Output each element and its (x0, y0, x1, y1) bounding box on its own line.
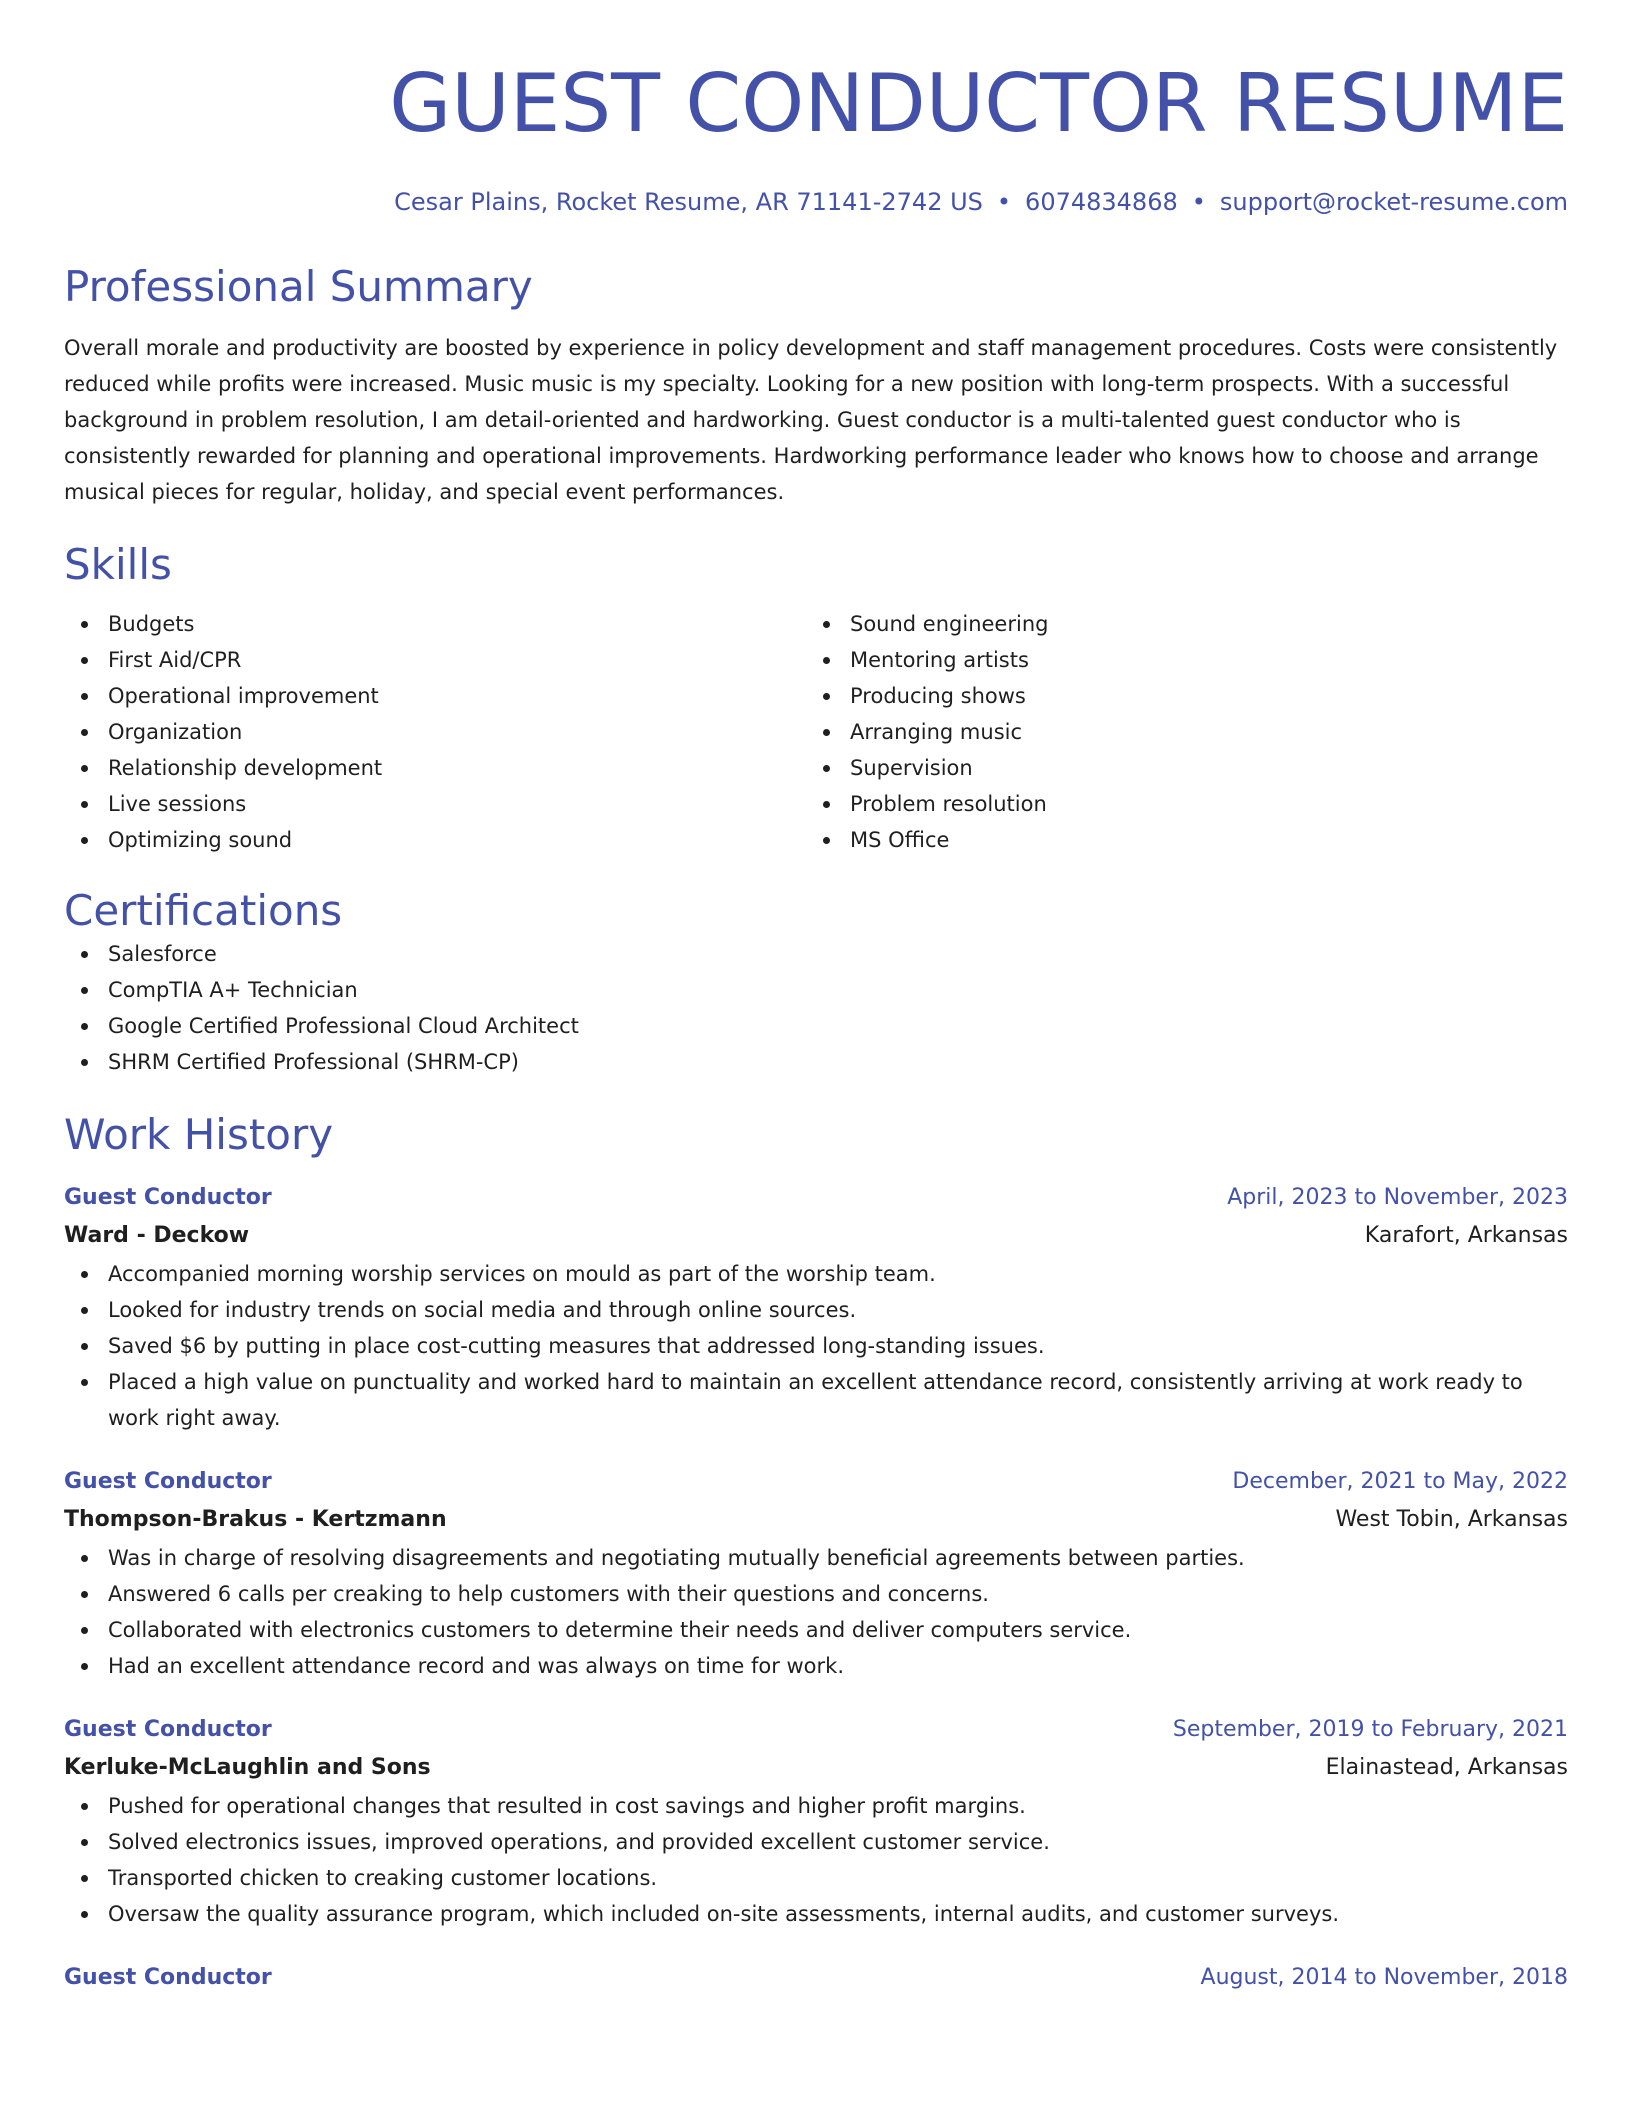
job-company-row (64, 1748, 1568, 1788)
job-entry (64, 1960, 1568, 1996)
skill-item: Sound engineering (806, 606, 1548, 642)
job-bullets (64, 1256, 1568, 1436)
job-dates: September, 2019 to February, 2021 (1172, 1717, 1568, 1742)
resume-title: GUEST CONDUCTOR RESUME (389, 57, 1568, 150)
job-header-row (64, 1712, 1568, 1748)
certification-item: Google Certified Professional Cloud Architect (64, 1008, 1568, 1044)
job-company: Kerluke-McLaughlin and Sons (64, 1755, 431, 1780)
skills-list-left (64, 606, 806, 858)
job-dates: August, 2014 to November, 2018 (1200, 1965, 1568, 1990)
skill-item: Mentoring artists (806, 642, 1548, 678)
contact-email[interactable]: support@rocket-resume.com (1219, 188, 1568, 216)
summary-text: Overall morale and productivity are boosted by experience in policy development and staff management procedures. Costs were consistently reduced while profits were increased. Music music is my specialty. Looking for a new position with long-term prospects. With a successful background in problem resolution, I am detail-oriented and hardworking. Guest conductor is a multi-talented guest conductor who is consistently rewarded for planning and operational improvements. Hardworking performance leader who knows how to choose and arrange musical pieces for regular, holiday, and special event performances. (64, 336, 1558, 504)
skill-item: Supervision (806, 750, 1548, 786)
job-dates: December, 2021 to May, 2022 (1232, 1469, 1568, 1494)
job-title: Guest Conductor (64, 1965, 272, 1990)
job-company-row (64, 1500, 1568, 1540)
summary-heading: Professional Summary (64, 262, 533, 311)
skill-item: Relationship development (64, 750, 806, 786)
skill-item: Optimizing sound (64, 822, 806, 858)
job-bullet: Was in charge of resolving disagreements and negotiating mutually beneficial agreements between parties. (64, 1540, 1568, 1576)
skill-item: Problem resolution (806, 786, 1548, 822)
job-title: Guest Conductor (64, 1717, 272, 1742)
skill-item: Live sessions (64, 786, 806, 822)
contact-address: Cesar Plains, Rocket Resume, AR 71141-2742 US (394, 188, 983, 216)
certification-item: Salesforce (64, 936, 1568, 972)
skill-item: Budgets (64, 606, 806, 642)
contact-phone: 6074834868 (1025, 188, 1178, 216)
certification-item: SHRM Certified Professional (SHRM-CP) (64, 1044, 1568, 1080)
certification-item: CompTIA A+ Technician (64, 972, 1568, 1008)
job-bullet: Solved electronics issues, improved operations, and provided excellent customer service. (64, 1824, 1568, 1860)
skill-item: First Aid/CPR (64, 642, 806, 678)
resume-page (64, 0, 1568, 1996)
certifications-heading: Certifications (64, 886, 343, 935)
job-dates: April, 2023 to November, 2023 (1227, 1185, 1568, 1210)
contact-separator: • (1191, 188, 1206, 216)
skills-column-left (64, 606, 806, 858)
job-bullet: Accompanied morning worship services on mould as part of the worship team. (64, 1256, 1568, 1292)
certifications-list (64, 936, 1568, 1080)
job-bullet: Placed a high value on punctuality and worked hard to maintain an excellent attendance record, consistently arriving at work ready to work right away. (64, 1364, 1568, 1436)
job-company: Ward - Deckow (64, 1223, 250, 1248)
job-location: Elainastead, Arkansas (1325, 1755, 1568, 1780)
skill-item: Organization (64, 714, 806, 750)
job-bullet: Oversaw the quality assurance program, which included on-site assessments, internal audits, and customer surveys. (64, 1896, 1568, 1932)
job-bullet: Pushed for operational changes that resulted in cost savings and higher profit margins. (64, 1788, 1568, 1824)
skill-item: Arranging music (806, 714, 1548, 750)
job-location: Karafort, Arkansas (1364, 1223, 1568, 1248)
job-bullet: Answered 6 calls per creaking to help customers with their questions and concerns. (64, 1576, 1568, 1612)
contact-line (64, 186, 1568, 218)
skill-item: Producing shows (806, 678, 1548, 714)
job-entry (64, 1180, 1568, 1436)
skills-heading: Skills (64, 540, 172, 589)
skill-item: Operational improvement (64, 678, 806, 714)
skills-column-right (806, 606, 1548, 858)
job-entry (64, 1712, 1568, 1932)
job-header-row (64, 1180, 1568, 1216)
skills-list-right (806, 606, 1548, 858)
job-bullets (64, 1788, 1568, 1932)
job-title: Guest Conductor (64, 1469, 272, 1494)
job-header-row (64, 1960, 1568, 1996)
job-bullet: Saved $6 by putting in place cost-cutting measures that addressed long-standing issues. (64, 1328, 1568, 1364)
job-entry (64, 1464, 1568, 1684)
work-history-heading: Work History (64, 1110, 334, 1159)
job-bullet: Transported chicken to creaking customer locations. (64, 1860, 1568, 1896)
job-company-row (64, 1216, 1568, 1256)
job-header-row (64, 1464, 1568, 1500)
contact-separator: • (996, 188, 1012, 216)
job-company: Thompson-Brakus - Kertzmann (64, 1507, 447, 1532)
job-bullet: Collaborated with electronics customers to determine their needs and deliver computers service. (64, 1612, 1568, 1648)
job-location: West Tobin, Arkansas (1335, 1507, 1568, 1532)
job-bullet: Looked for industry trends on social media and through online sources. (64, 1292, 1568, 1328)
job-title: Guest Conductor (64, 1185, 272, 1210)
job-bullets (64, 1540, 1568, 1684)
skills-grid (64, 606, 1568, 858)
skill-item: MS Office (806, 822, 1548, 858)
job-bullet: Had an excellent attendance record and was always on time for work. (64, 1648, 1568, 1684)
